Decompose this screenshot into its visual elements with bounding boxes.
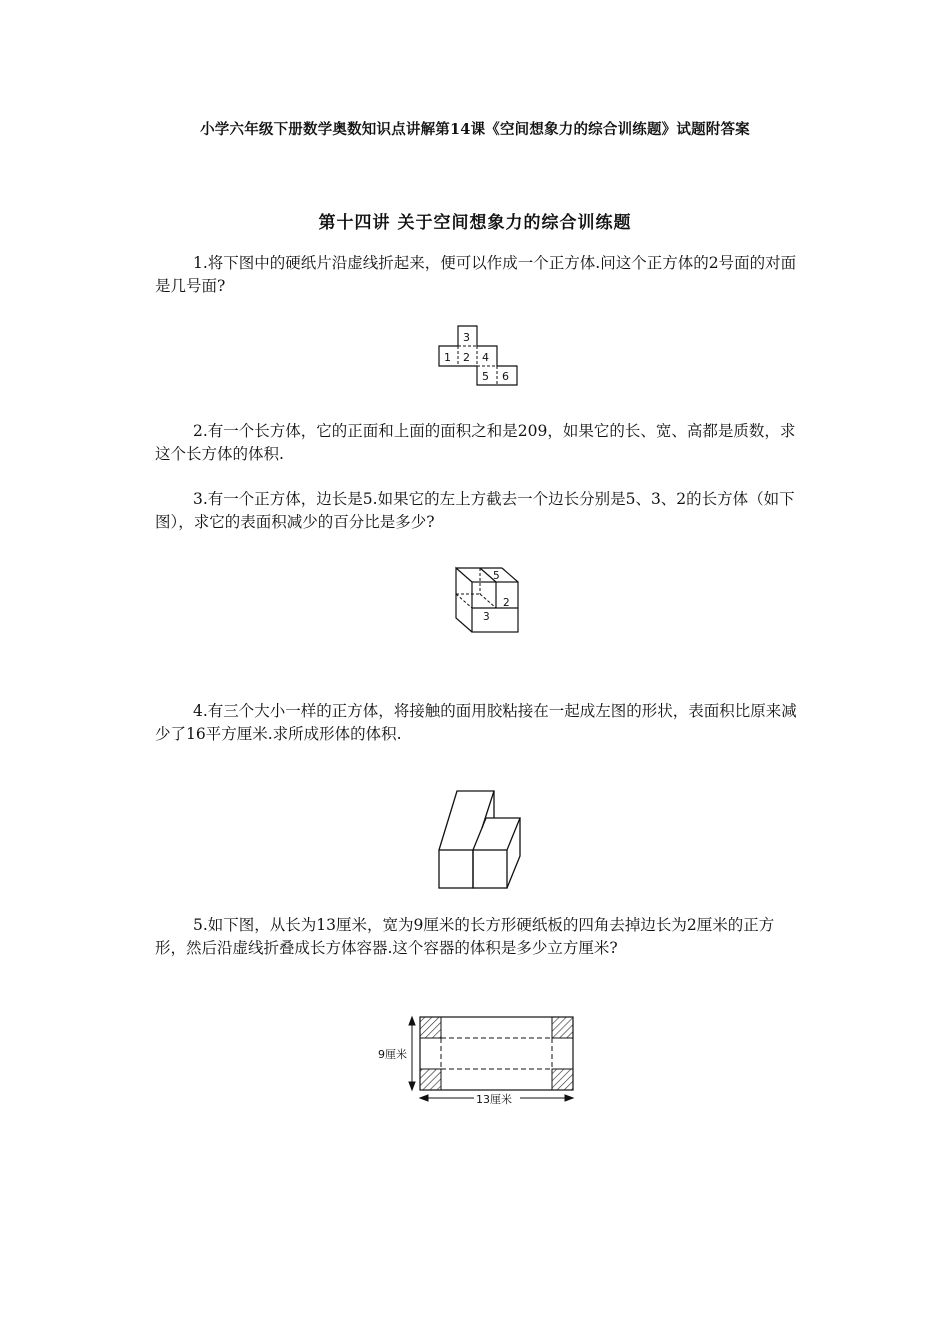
cut-height-2: 2 (503, 597, 510, 609)
question-2-text: 2.有一个长方体，它的正面和上面的面积之和是209，如果它的长、宽、高都是质数，求这个长方体的体积. (155, 422, 796, 463)
net-face-4: 4 (482, 351, 489, 364)
corner-square-br (552, 1069, 573, 1090)
figure-three-cubes (436, 788, 524, 890)
question-1-text: 1.将下图中的硬纸片沿虚线折起来，便可以作成一个正方体.问这个正方体的2号面的对面是几号面? (155, 254, 797, 295)
corner-square-bl (420, 1069, 441, 1090)
net-face-1: 1 (444, 351, 451, 364)
figure-cardboard-box (378, 1014, 582, 1108)
figure-cube-net (436, 324, 520, 386)
width-label: 9厘米 (378, 1048, 407, 1061)
net-face-2: 2 (463, 351, 470, 364)
corner-square-tl (420, 1017, 441, 1038)
question-3-text: 3.有一个正方体，边长是5.如果它的左上方截去一个边长分别是5、3、2的长方体（如下图），求它的表面积减少的百分比是多少? (155, 490, 795, 531)
corner-square-tr (552, 1017, 573, 1038)
lesson-title: 第十四讲 关于空间想象力的综合训练题 (318, 213, 632, 233)
question-4-text: 4.有三个大小一样的正方体，将接触的面用胶粘接在一起成左图的形状，表面积比原来减少了16平方厘米.求所成形体的体积. (155, 702, 797, 743)
document-header: 小学六年级下册数学奥数知识点讲解第14课《空间想象力的综合训练题》试题附答案 (200, 121, 750, 138)
length-label: 13厘米 (476, 1093, 512, 1106)
net-face-6: 6 (502, 370, 509, 383)
cut-width-3: 3 (483, 611, 490, 623)
net-face-5: 5 (482, 370, 489, 383)
question-5-text: 5.如下图，从长为13厘米，宽为9厘米的长方形硬纸板的四角去掉边长为2厘米的正方形，然后沿虚线折叠成长方体容器.这个容器的体积是多少立方厘米? (155, 916, 775, 957)
net-face-3: 3 (463, 331, 470, 344)
figure-cut-cube (452, 562, 524, 636)
cut-length-5: 5 (493, 570, 500, 582)
